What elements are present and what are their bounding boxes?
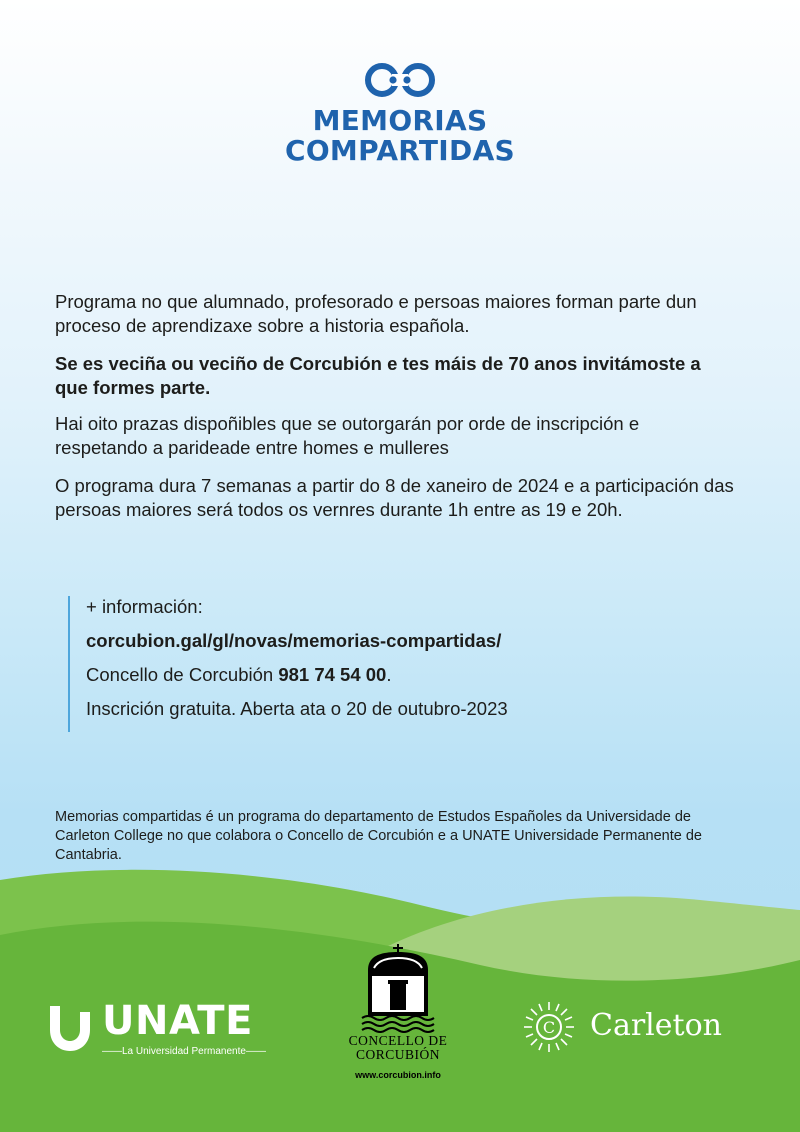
contact-prefix: Concello de Corcubión xyxy=(86,664,279,685)
brand-title xyxy=(0,106,800,166)
unate-wordmark: UNATE xyxy=(102,998,253,1044)
places-paragraph: Hai oito prazas dispoñibles que se outorgarán por orde de inscripción e respetando a parideade entre homes e mulleres xyxy=(55,413,640,458)
svg-text:C: C xyxy=(542,1018,556,1037)
corcubion-logo xyxy=(338,942,458,1082)
unate-logo xyxy=(44,998,274,1068)
unate-logo-icon xyxy=(44,1000,94,1054)
linked-circles-logo-icon xyxy=(362,62,438,98)
brand-logo xyxy=(0,62,800,166)
corcubion-crest-icon xyxy=(358,942,438,1034)
corcubion-name-line2: CORCUBIÓN xyxy=(355,1047,440,1062)
registration-note: Inscrición gratuita. Aberta ata o 20 de outubro-2023 xyxy=(86,698,508,719)
brand-title-line1: MEMORIAS xyxy=(312,104,488,137)
contact-phone[interactable]: 981 74 54 00 xyxy=(278,664,387,685)
invite-paragraph: Se es veciña ou veciño de Corcubión e tes máis de 70 anos invitámoste a que formes parte. xyxy=(55,353,701,398)
intro-paragraph: Programa no que alumnado, profesorado e persoas maiores forman parte dun proceso de aprendizaxe sobre a historia española. xyxy=(55,291,697,336)
carleton-logo xyxy=(522,1000,762,1056)
info-url-link[interactable]: corcubion.gal/gl/novas/memorias-compartidas/ xyxy=(86,630,502,651)
duration-paragraph: O programa dura 7 semanas a partir do 8 de xaneiro de 2024 e a participación das persoas maiores será todos os vernres durante 1h entre as 19 e 20h. xyxy=(55,475,734,520)
contact-line xyxy=(86,664,686,686)
contact-suffix: . xyxy=(386,664,392,685)
carleton-sun-icon xyxy=(522,1000,576,1054)
footer-note: Memorias compartidas é un programa do departamento de Estudos Españoles da Universidade de Carleton College no que colabora o Concello de Corcubión e a UNATE Universidade Permanente de Cantabria. xyxy=(55,809,702,863)
corcubion-website[interactable]: www.corcubion.info xyxy=(355,1070,441,1080)
corcubion-name xyxy=(338,1034,458,1062)
info-heading: + información: xyxy=(86,596,203,617)
corcubion-name-line1: CONCELLO DE xyxy=(348,1033,448,1048)
brand-title-line2: COMPARTIDAS xyxy=(284,134,516,167)
carleton-wordmark: Carleton xyxy=(590,1008,722,1043)
unate-subtitle: ——La Universidad Permanente—— xyxy=(102,1046,266,1057)
info-box xyxy=(68,596,686,732)
